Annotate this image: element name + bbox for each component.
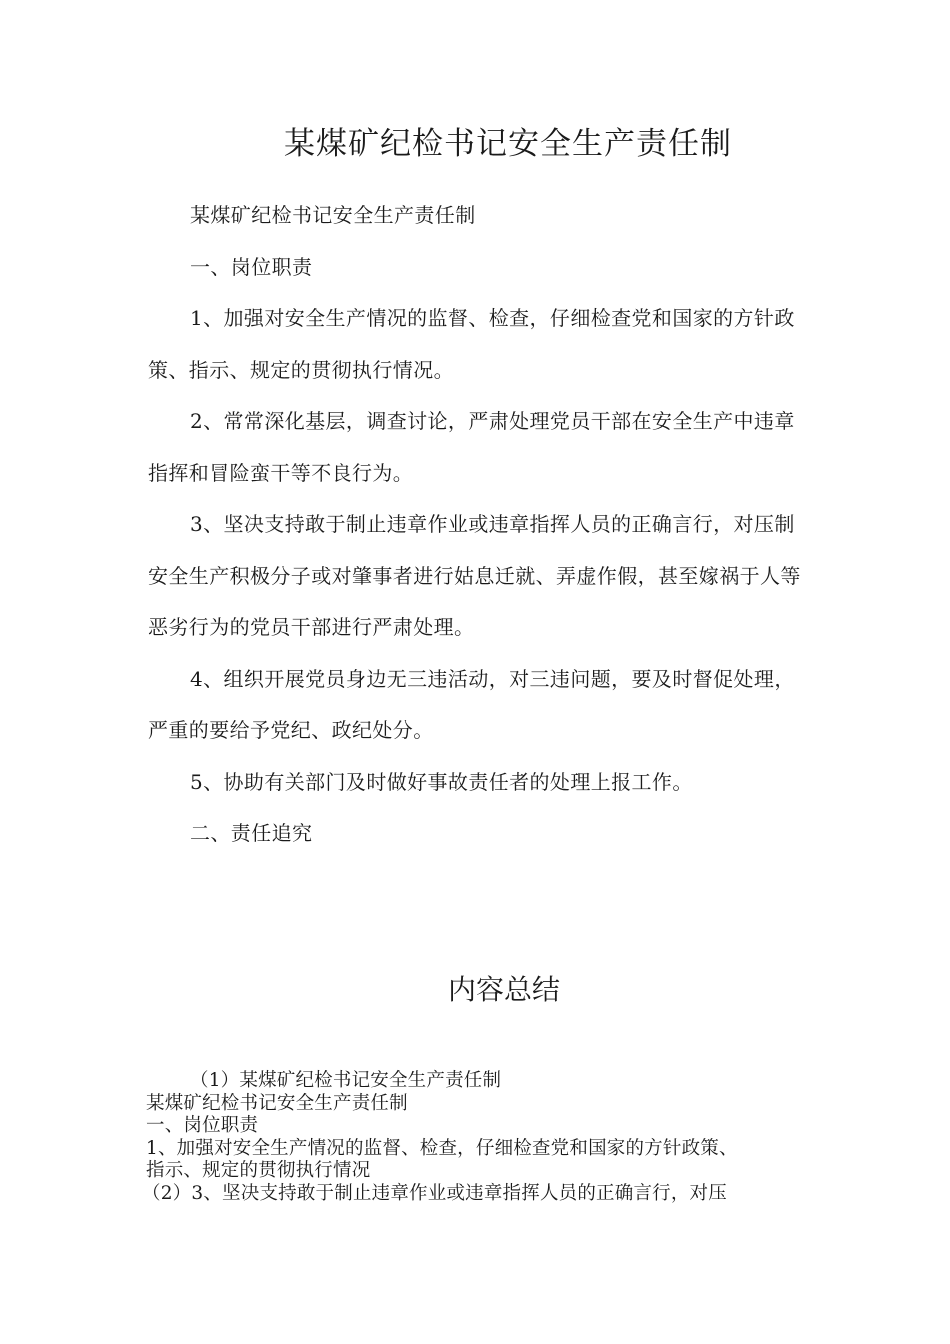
document-body <box>148 190 810 860</box>
summary-line: （2）3、坚决支持敢于制止违章作业或违章指挥人员的正确言行，对压 <box>142 1182 727 1204</box>
body-paragraph: 一、岗位职责 <box>190 254 313 279</box>
summary-line: （1）某煤矿纪检书记安全生产责任制 <box>190 1070 502 1091</box>
summary-line: 一、岗位职责 <box>146 1115 259 1136</box>
summary-title: 内容总结 <box>447 973 560 1006</box>
summary-line: 1、加强对安全生产情况的监督、检查，仔细检查党和国家的方针政策、 <box>146 1137 738 1159</box>
summary-line: 某煤矿纪检书记安全生产责任制 <box>146 1092 408 1114</box>
summary-section <box>142 1070 826 1205</box>
body-paragraph: 1、加强对安全生产情况的监督、检查，仔细检查党和国家的方针政策、指示、规定的贯彻执行情况。 <box>148 306 795 382</box>
summary-line: 指示、规定的贯彻执行情况 <box>146 1160 371 1181</box>
body-paragraph: 二、责任追究 <box>190 821 313 845</box>
body-paragraph: 5、协助有关部门及时做好事故责任者的处理上报工作。 <box>190 769 693 794</box>
body-paragraph: 4、组织开展党员身边无三违活动，对三违问题，要及时督促处理，严重的要给予党纪、政纪处分。 <box>148 666 795 742</box>
body-paragraph: 某煤矿纪检书记安全生产责任制 <box>190 203 476 227</box>
document-title: 某煤矿纪检书记安全生产责任制 <box>284 126 732 162</box>
body-paragraph: 3、坚决支持敢于制止违章作业或违章指挥人员的正确言行，对压制安全生产积极分子或对肇事者进行姑息迁就、弄虚作假，甚至嫁祸于人等恶劣行为的党员干部进行严肃处理。 <box>148 512 801 639</box>
body-paragraph: 2、常常深化基层，调查讨论，严肃处理党员干部在安全生产中违章指挥和冒险蛮干等不良行为。 <box>148 409 795 485</box>
